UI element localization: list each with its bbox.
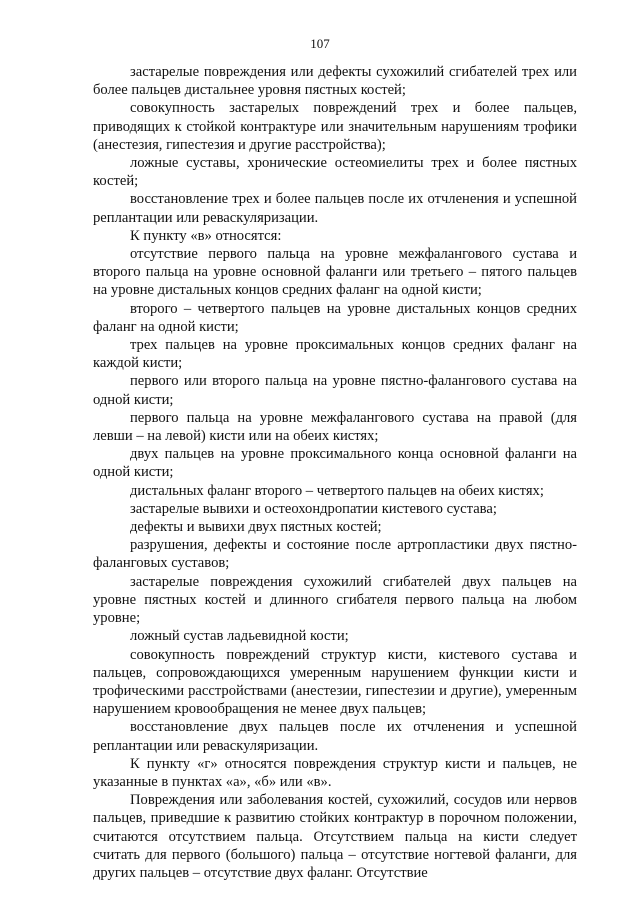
paragraph: застарелые повреждения или дефекты сухожилий сгибателей трех или более пальцев дистальнее уровня пястных костей; xyxy=(93,64,577,99)
paragraph: ложный сустав ладьевидной кости; xyxy=(130,628,349,645)
paragraph: К пункту «г» относятся повреждения структур кисти и пальцев, не указанные в пунктах «а», «б» или «в». xyxy=(93,755,577,790)
paragraph: первого пальца на уровне межфалангового сустава на правой (для левши – на левой) кисти или на обеих кистях; xyxy=(93,409,577,445)
paragraph: Повреждения или заболевания костей, сухожилий, сосудов или нервов пальцев, приведшие к развитию стойких контрактур в порочном положении, считаются отсутствием пальца. Отсутствием пальца на кисти следует считать для первого (большого) пальца – отсутствие ногтевой фаланги, для других пальцев – отсутствие двух фаланг. Отсутствие xyxy=(93,792,577,881)
paragraph: совокупность повреждений структур кисти, кистевого сустава и пальцев, сопровождающихся умеренным нарушением функции кисти и трофическими расстройствами (анестезии, гипестезии и другие), умеренным нарушением кровообращения не менее двух пальцев; xyxy=(93,646,577,718)
paragraph: ложные суставы, хронические остеомиелиты трех и более пястных костей; xyxy=(93,155,577,190)
paragraph: первого или второго пальца на уровне пястно-фалангового сустава на одной кисти; xyxy=(93,373,577,408)
body-text xyxy=(93,63,577,882)
paragraph: застарелые вывихи и остеохондропатии кистевого сустава; xyxy=(130,500,497,517)
paragraph: совокупность застарелых повреждений трех и более пальцев, приводящих к стойкой контрактуре или значительным нарушениям трофики (анестезия, гипестезия и другие расстройства); xyxy=(93,100,577,153)
page-number: 107 xyxy=(310,36,330,51)
paragraph: застарелые повреждения сухожилий сгибателей двух пальцев на уровне пястных костей и длинного сгибателя первого пальца на любом уровне; xyxy=(93,573,577,627)
paragraph: разрушения, дефекты и состояние после артропластики двух пястно-фаланговых суставов; xyxy=(93,537,577,572)
paragraph: трех пальцев на уровне проксимальных концов средних фаланг на каждой кисти; xyxy=(93,337,577,372)
paragraph: двух пальцев на уровне проксимального конца основной фаланги на одной кисти; xyxy=(93,446,577,481)
paragraph: К пункту «в» относятся: xyxy=(130,227,282,244)
paragraph: восстановление трех и более пальцев после их отчленения и успешной реплантации или реваскуляризации. xyxy=(93,191,577,226)
paragraph: восстановление двух пальцев после их отчленения и успешной реплантации или реваскуляризации. xyxy=(93,719,577,754)
paragraph: дистальных фаланг второго – четвертого пальцев на обеих кистях; xyxy=(130,482,544,499)
paragraph: дефекты и вывихи двух пястных костей; xyxy=(130,519,382,536)
paragraph: второго – четвертого пальцев на уровне дистальных концов средних фаланг на одной кисти; xyxy=(93,300,577,335)
paragraph: отсутствие первого пальца на уровне межфалангового сустава и второго пальца на уровне основной фаланги или третьего – пятого пальцев на уровне дистальных концов средних фаланг на одной кисти; xyxy=(93,246,577,299)
